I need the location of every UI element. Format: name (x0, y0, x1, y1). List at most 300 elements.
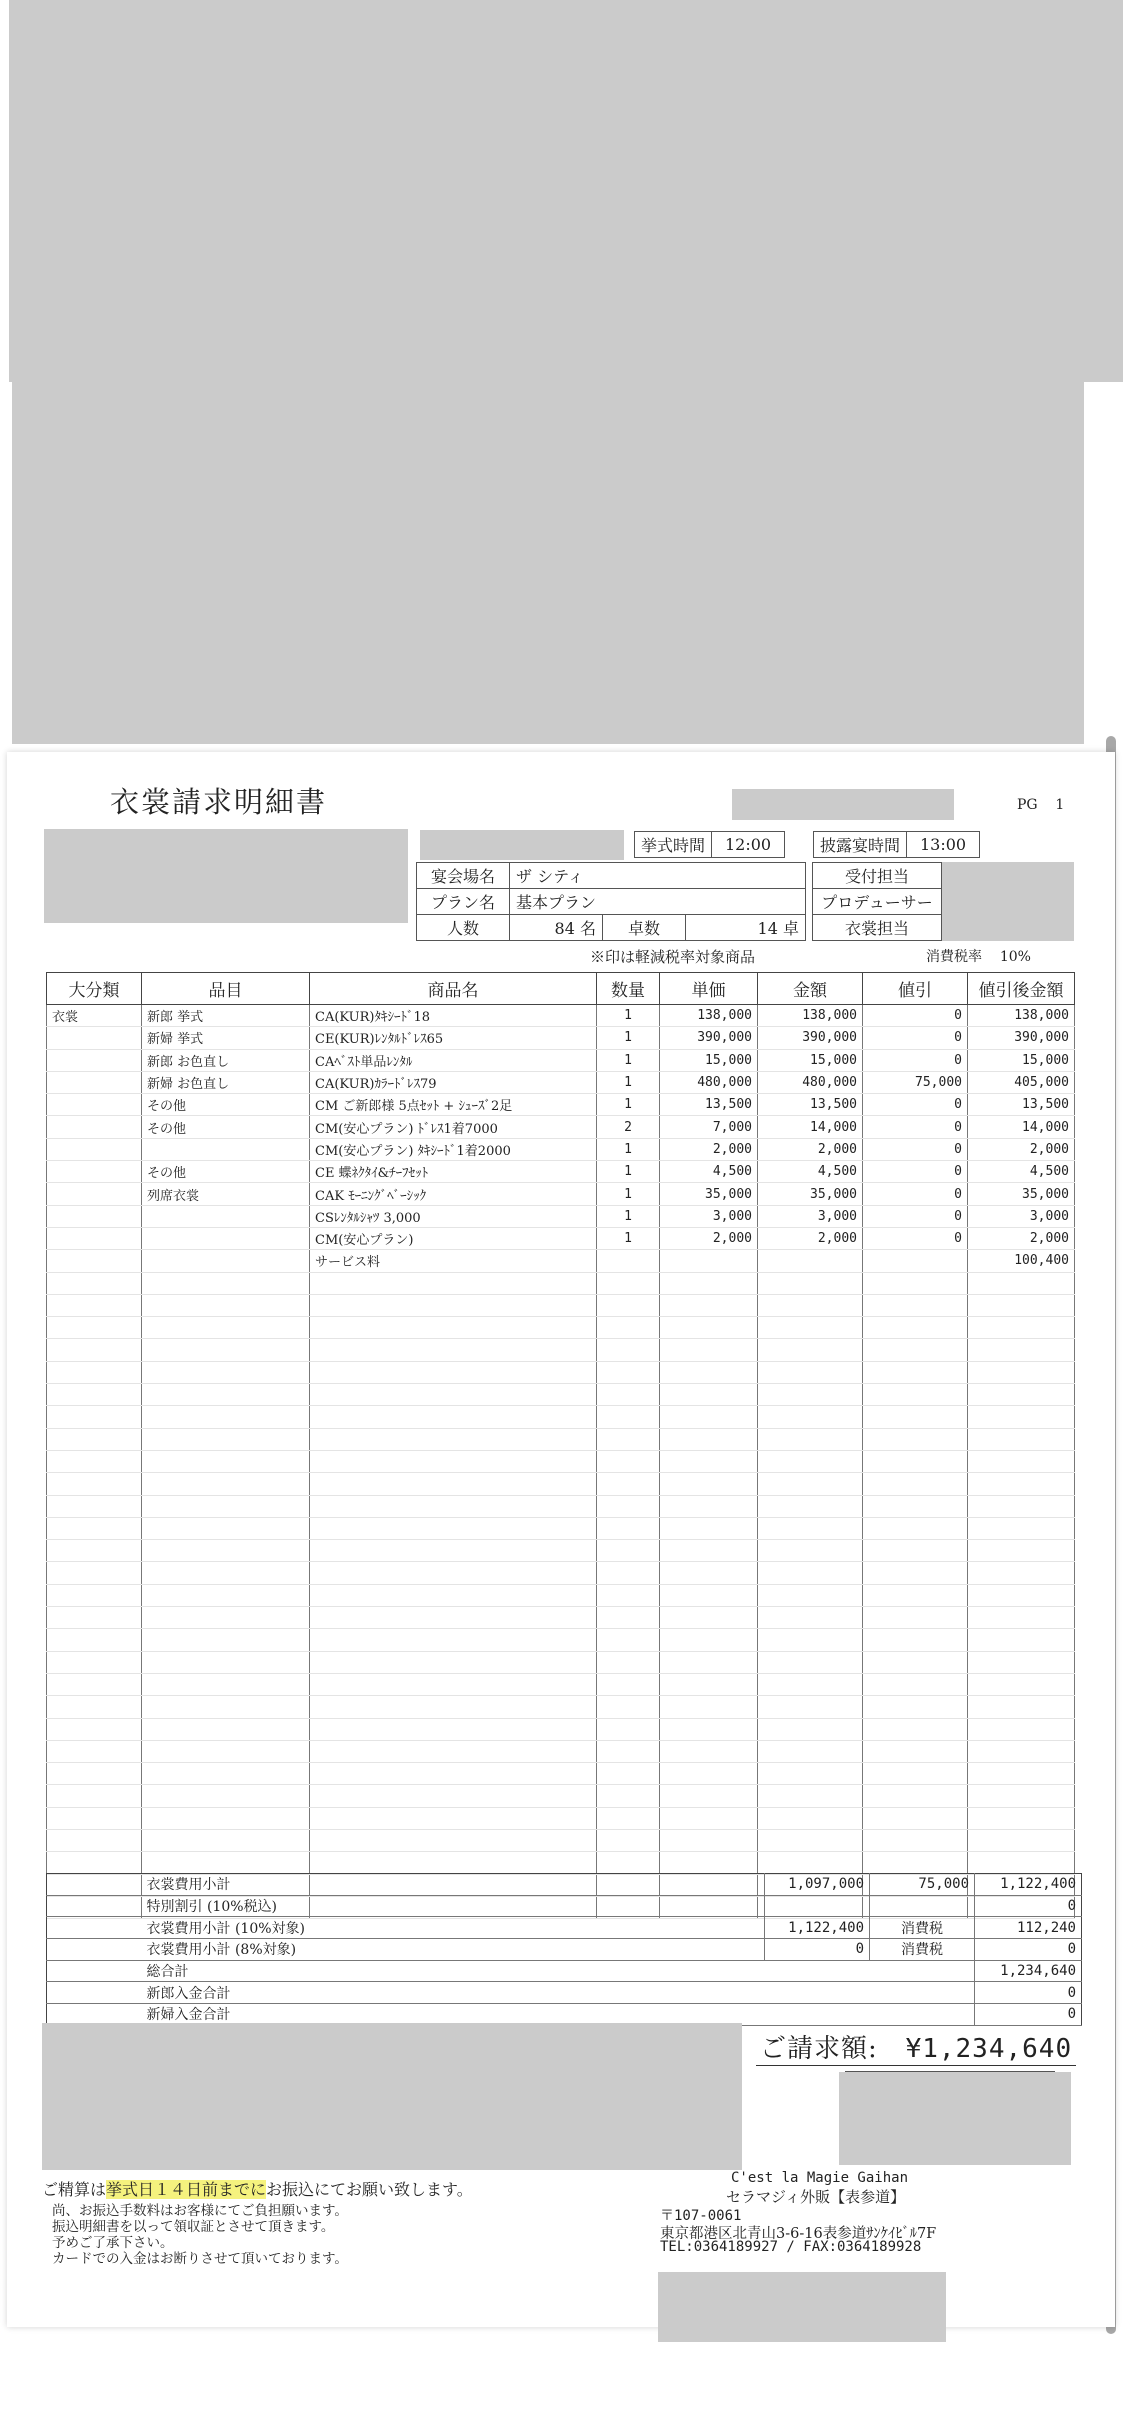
cell-net (968, 1540, 1075, 1562)
cell-name (310, 1317, 597, 1339)
cell-disc (863, 1584, 968, 1606)
cell-cat (47, 1294, 142, 1316)
cell-name (310, 1361, 597, 1383)
table-row (47, 1071, 1075, 1093)
cell-disc: 0 (863, 1138, 968, 1160)
bride-paid-label: 新婦入金合計 (142, 2004, 765, 2026)
cell-disc (863, 1250, 968, 1272)
cell-name (310, 1651, 597, 1673)
cell-unit (660, 1294, 758, 1316)
cell-unit: 7,000 (660, 1116, 758, 1138)
cell-qty (597, 1450, 660, 1472)
cell-unit: 13,500 (660, 1094, 758, 1116)
cell-cat (47, 1384, 142, 1406)
cell-cat (47, 1673, 142, 1695)
subtotal-discount: 75,000 (870, 1874, 975, 1896)
cell-qty: 1 (597, 1094, 660, 1116)
cell-name: CA(KUR)ﾀｷｼｰﾄﾞ18 (310, 1005, 597, 1027)
cell-net (968, 1317, 1075, 1339)
table-header (47, 973, 1075, 1005)
cell-item: その他 (142, 1094, 310, 1116)
cell-net (968, 1740, 1075, 1762)
cell-unit (660, 1473, 758, 1495)
staff-table (812, 862, 1074, 941)
cell-disc (863, 1740, 968, 1762)
cell-unit (660, 1317, 758, 1339)
summary-row-subtotal (47, 1874, 1082, 1896)
cell-unit (660, 1852, 758, 1874)
cell-amount (758, 1406, 863, 1428)
cell-disc (863, 1829, 968, 1851)
table-row-empty (47, 1384, 1075, 1406)
cell-cat (47, 1406, 142, 1428)
cell-net (968, 1785, 1075, 1807)
subtotal-10-amount: 1,122,400 (765, 1917, 870, 1939)
cell-net (968, 1450, 1075, 1472)
cell-net (968, 1406, 1075, 1428)
cell-amount (758, 1517, 863, 1539)
cell-amount (758, 1829, 863, 1851)
summary-row-special-discount (47, 1895, 1082, 1917)
cell-net: 3,000 (968, 1205, 1075, 1227)
cell-item: その他 (142, 1161, 310, 1183)
col-header-discount: 値引 (863, 973, 968, 1005)
col-header-net: 値引後金額 (968, 973, 1075, 1005)
cell-net (968, 1763, 1075, 1785)
invoice-underline (756, 2065, 1076, 2066)
cell-unit (660, 1785, 758, 1807)
cell-qty: 1 (597, 1071, 660, 1093)
cell-qty: 1 (597, 1049, 660, 1071)
table-row-empty (47, 1651, 1075, 1673)
cell-amount (758, 1629, 863, 1651)
cell-name (310, 1517, 597, 1539)
pg-value: 1 (1055, 797, 1065, 813)
cell-disc: 0 (863, 1205, 968, 1227)
cell-amount: 13,500 (758, 1094, 863, 1116)
cell-qty (597, 1495, 660, 1517)
cell-name: サービス料 (310, 1250, 597, 1272)
table-row-empty (47, 1829, 1075, 1851)
summary-table (46, 1873, 1082, 2026)
company-name-jp: セラマジィ外販【表参道】 (726, 2188, 906, 2206)
cell-item (142, 1607, 310, 1629)
cell-item (142, 1718, 310, 1740)
payment-notes (52, 2203, 348, 2267)
summary-row-grand-total (47, 1960, 1082, 1982)
cell-cat (47, 1852, 142, 1874)
cell-item (142, 1272, 310, 1294)
cell-cat (47, 1450, 142, 1472)
table-row-empty (47, 1473, 1075, 1495)
cell-qty (597, 1852, 660, 1874)
cell-cat (47, 1829, 142, 1851)
cell-item (142, 1406, 310, 1428)
line-items-table (46, 972, 1075, 1919)
payment-notice-post: お振込にてお願い致します。 (266, 2180, 473, 2199)
cell-disc (863, 1852, 968, 1874)
payment-notice (42, 2177, 473, 2200)
table-row-empty (47, 1696, 1075, 1718)
cell-item (142, 1495, 310, 1517)
table-row (47, 1005, 1075, 1027)
cell-cat (47, 1718, 142, 1740)
cell-unit (660, 1629, 758, 1651)
cell-net (968, 1651, 1075, 1673)
cell-name: CM(安心プラン) ﾄﾞﾚｽ1着7000 (310, 1116, 597, 1138)
cell-name: CA(KUR)ｶﾗｰﾄﾞﾚｽ79 (310, 1071, 597, 1093)
reception-staff-value (942, 863, 1074, 889)
redacted-bottom-left (42, 2023, 742, 2170)
table-row (47, 1183, 1075, 1205)
summary-row-groom-paid (47, 1982, 1082, 2004)
cell-qty (597, 1406, 660, 1428)
cell-disc (863, 1450, 968, 1472)
venue-label: 宴会場名 (417, 863, 510, 889)
cell-cat (47, 1071, 142, 1093)
cell-net: 2,000 (968, 1227, 1075, 1249)
cell-name (310, 1272, 597, 1294)
subtotal-8-amount: 0 (765, 1939, 870, 1961)
cell-amount (758, 1763, 863, 1785)
cell-unit (660, 1807, 758, 1829)
cell-cat: 衣裳 (47, 1005, 142, 1027)
payment-notice-highlight: 挙式日１４日前までに (106, 2180, 267, 2199)
cell-net (968, 1696, 1075, 1718)
cell-qty (597, 1272, 660, 1294)
cell-disc (863, 1807, 968, 1829)
cell-name: CM(安心プラン) ﾀｷｼｰﾄﾞ1着2000 (310, 1138, 597, 1160)
cell-disc (863, 1272, 968, 1294)
cell-net: 14,000 (968, 1116, 1075, 1138)
redacted-block-top-lower (12, 382, 1084, 744)
cell-amount (758, 1607, 863, 1629)
document-title: 衣裳請求明細書 (110, 785, 328, 819)
cell-amount: 390,000 (758, 1027, 863, 1049)
cell-disc (863, 1696, 968, 1718)
cell-net (968, 1339, 1075, 1361)
special-discount-net: 0 (975, 1895, 1082, 1917)
pg-label: PG (1017, 797, 1038, 813)
cell-qty (597, 1250, 660, 1272)
cell-item: 新婦 挙式 (142, 1027, 310, 1049)
cell-amount (758, 1473, 863, 1495)
summary-row-subtotal-10 (47, 1917, 1082, 1939)
cell-item (142, 1384, 310, 1406)
cell-qty (597, 1294, 660, 1316)
cell-cat (47, 1562, 142, 1584)
cell-name (310, 1607, 597, 1629)
cell-item (142, 1673, 310, 1695)
payment-note: 予めご了承下さい。 (52, 2235, 174, 2251)
invoice-total-label: ご請求額: (760, 2034, 878, 2064)
cell-name (310, 1339, 597, 1361)
cell-cat (47, 1540, 142, 1562)
cell-amount (758, 1361, 863, 1383)
cell-disc (863, 1384, 968, 1406)
cell-cat (47, 1227, 142, 1249)
cell-amount (758, 1384, 863, 1406)
cell-amount: 138,000 (758, 1005, 863, 1027)
table-row-empty (47, 1540, 1075, 1562)
cell-cat (47, 1049, 142, 1071)
groom-paid-value: 0 (975, 1982, 1082, 2004)
cell-amount: 15,000 (758, 1049, 863, 1071)
invoice-total-amount: ¥1,234,640 (905, 2034, 1073, 2064)
cell-name (310, 1629, 597, 1651)
cell-unit (660, 1250, 758, 1272)
cell-cat (47, 1517, 142, 1539)
subtotal-10-tax-label: 消費税 (870, 1917, 975, 1939)
cell-name (310, 1807, 597, 1829)
cell-net: 405,000 (968, 1071, 1075, 1093)
cell-net (968, 1718, 1075, 1740)
cell-net (968, 1629, 1075, 1651)
col-header-category: 大分類 (47, 973, 142, 1005)
cell-amount (758, 1272, 863, 1294)
cell-item (142, 1829, 310, 1851)
cell-cat (47, 1272, 142, 1294)
page-number (1017, 797, 1064, 813)
subtotal-8-tax-label: 消費税 (870, 1939, 975, 1961)
cell-item: 新婦 お色直し (142, 1071, 310, 1093)
cell-cat (47, 1205, 142, 1227)
cell-unit (660, 1673, 758, 1695)
cell-item: その他 (142, 1116, 310, 1138)
cell-qty: 1 (597, 1227, 660, 1249)
payment-note: 振込明細書を以って領収証とさせて頂きます。 (52, 2219, 335, 2235)
cell-unit: 15,000 (660, 1049, 758, 1071)
col-header-item: 品目 (142, 973, 310, 1005)
cell-amount (758, 1562, 863, 1584)
cell-item (142, 1785, 310, 1807)
reception-time-box (813, 831, 980, 858)
cell-item (142, 1428, 310, 1450)
cell-item (142, 1807, 310, 1829)
cell-amount: 2,000 (758, 1138, 863, 1160)
cell-item (142, 1852, 310, 1874)
grand-total-label: 総合計 (142, 1960, 765, 1982)
cell-disc (863, 1629, 968, 1651)
cell-name (310, 1696, 597, 1718)
cell-amount (758, 1807, 863, 1829)
cell-unit (660, 1517, 758, 1539)
cell-name (310, 1562, 597, 1584)
cell-unit: 2,000 (660, 1138, 758, 1160)
cell-cat (47, 1183, 142, 1205)
cell-net (968, 1852, 1075, 1874)
tax-rate-value: 10% (999, 949, 1031, 965)
ceremony-time-box (634, 831, 785, 858)
cell-amount: 3,000 (758, 1205, 863, 1227)
plan-value: 基本プラン (510, 889, 806, 915)
cell-cat (47, 1116, 142, 1138)
cell-name: CAK ﾓｰﾆﾝｸﾞﾍﾞｰｼｯｸ (310, 1183, 597, 1205)
cell-amount: 480,000 (758, 1071, 863, 1093)
cell-cat (47, 1584, 142, 1606)
cell-cat (47, 1317, 142, 1339)
cell-item (142, 1473, 310, 1495)
cell-cat (47, 1339, 142, 1361)
cell-unit: 480,000 (660, 1071, 758, 1093)
cell-disc: 75,000 (863, 1071, 968, 1093)
cell-disc: 0 (863, 1027, 968, 1049)
table-row (47, 1227, 1075, 1249)
cell-amount (758, 1495, 863, 1517)
reception-time-label: 披露宴時間 (814, 832, 907, 858)
cell-item (142, 1205, 310, 1227)
cell-name: CE(KUR)ﾚﾝﾀﾙﾄﾞﾚｽ65 (310, 1027, 597, 1049)
cell-cat (47, 1763, 142, 1785)
table-row-empty (47, 1584, 1075, 1606)
cell-amount (758, 1317, 863, 1339)
invoice-total (760, 2028, 1072, 2065)
cell-net: 2,000 (968, 1138, 1075, 1160)
cell-net (968, 1829, 1075, 1851)
cell-item (142, 1740, 310, 1762)
cell-name (310, 1540, 597, 1562)
cell-cat (47, 1161, 142, 1183)
cell-disc: 0 (863, 1049, 968, 1071)
cell-amount (758, 1540, 863, 1562)
cell-disc (863, 1495, 968, 1517)
cell-qty (597, 1517, 660, 1539)
cell-unit: 35,000 (660, 1183, 758, 1205)
cell-net (968, 1562, 1075, 1584)
cell-item (142, 1763, 310, 1785)
cell-name (310, 1495, 597, 1517)
cell-cat (47, 1027, 142, 1049)
cell-net (968, 1607, 1075, 1629)
cell-unit (660, 1829, 758, 1851)
ceremony-time-label: 挙式時間 (635, 832, 712, 858)
cell-cat (47, 1361, 142, 1383)
cell-name (310, 1384, 597, 1406)
cell-cat (47, 1473, 142, 1495)
cell-net: 138,000 (968, 1005, 1075, 1027)
cell-net: 4,500 (968, 1161, 1075, 1183)
cell-unit: 2,000 (660, 1227, 758, 1249)
cell-net (968, 1495, 1075, 1517)
cell-disc: 0 (863, 1227, 968, 1249)
cell-unit (660, 1562, 758, 1584)
redacted-header-field (732, 789, 954, 820)
cell-qty (597, 1607, 660, 1629)
table-row-empty (47, 1852, 1075, 1874)
cell-disc (863, 1339, 968, 1361)
cell-net (968, 1428, 1075, 1450)
cell-item (142, 1294, 310, 1316)
cell-net (968, 1272, 1075, 1294)
cell-item (142, 1138, 310, 1160)
cell-unit (660, 1718, 758, 1740)
cell-cat (47, 1651, 142, 1673)
cell-name: CM ご新郎様 5点ｾｯﾄ + ｼｭｰｽﾞ2足 (310, 1094, 597, 1116)
cell-item (142, 1250, 310, 1272)
cell-disc (863, 1428, 968, 1450)
company-contact: TEL:0364189927 / FAX:0364189928 (660, 2239, 922, 2255)
cell-item (142, 1361, 310, 1383)
cell-net (968, 1673, 1075, 1695)
redacted-signature (658, 2272, 946, 2342)
cell-disc (863, 1406, 968, 1428)
cell-item (142, 1450, 310, 1472)
redacted-block-top (9, 0, 1123, 382)
reception-staff-label: 受付担当 (813, 863, 942, 889)
cell-disc (863, 1473, 968, 1495)
cell-amount (758, 1339, 863, 1361)
cell-unit (660, 1384, 758, 1406)
table-row-empty (47, 1361, 1075, 1383)
cell-unit: 390,000 (660, 1027, 758, 1049)
cell-unit (660, 1584, 758, 1606)
cell-disc (863, 1540, 968, 1562)
table-row (47, 1027, 1075, 1049)
cell-qty: 1 (597, 1183, 660, 1205)
cell-unit (660, 1361, 758, 1383)
table-row-empty (47, 1495, 1075, 1517)
cell-qty (597, 1763, 660, 1785)
payment-notice-pre: ご精算は (42, 2180, 107, 2199)
table-row (47, 1049, 1075, 1071)
reception-time-value: 13:00 (907, 832, 980, 858)
cell-name (310, 1852, 597, 1874)
table-row-empty (47, 1763, 1075, 1785)
table-row-empty (47, 1428, 1075, 1450)
cell-item: 新郎 お色直し (142, 1049, 310, 1071)
cell-qty (597, 1696, 660, 1718)
cell-disc: 0 (863, 1183, 968, 1205)
cell-amount (758, 1696, 863, 1718)
cell-amount: 14,000 (758, 1116, 863, 1138)
producer-label: プロデューサー (813, 889, 942, 915)
cell-net (968, 1361, 1075, 1383)
cell-qty: 1 (597, 1138, 660, 1160)
redacted-name-field (420, 830, 624, 860)
table-row (47, 1094, 1075, 1116)
cell-item (142, 1540, 310, 1562)
cell-cat (47, 1495, 142, 1517)
cell-net: 100,400 (968, 1250, 1075, 1272)
cell-name (310, 1785, 597, 1807)
table-row (47, 1205, 1075, 1227)
cell-cat (47, 1785, 142, 1807)
cell-name (310, 1829, 597, 1851)
cell-disc (863, 1718, 968, 1740)
table-row (47, 1161, 1075, 1183)
table-row-empty (47, 1294, 1075, 1316)
cell-disc (863, 1673, 968, 1695)
cell-name (310, 1473, 597, 1495)
cell-net (968, 1584, 1075, 1606)
cell-unit (660, 1740, 758, 1762)
cell-unit (660, 1540, 758, 1562)
cell-qty (597, 1740, 660, 1762)
tables-value: 14 卓 (686, 915, 806, 941)
cell-qty: 1 (597, 1205, 660, 1227)
cell-unit (660, 1339, 758, 1361)
cell-amount (758, 1740, 863, 1762)
cell-cat (47, 1696, 142, 1718)
tables-label: 卓数 (603, 915, 686, 941)
table-row-empty (47, 1785, 1075, 1807)
cell-unit (660, 1428, 758, 1450)
venue-value: ザ シティ (510, 863, 806, 889)
table-row-empty (47, 1607, 1075, 1629)
special-discount-label: 特別割引 (10%税込) (142, 1895, 765, 1917)
col-header-product: 商品名 (310, 973, 597, 1005)
subtotal-10-tax: 112,240 (975, 1917, 1082, 1939)
